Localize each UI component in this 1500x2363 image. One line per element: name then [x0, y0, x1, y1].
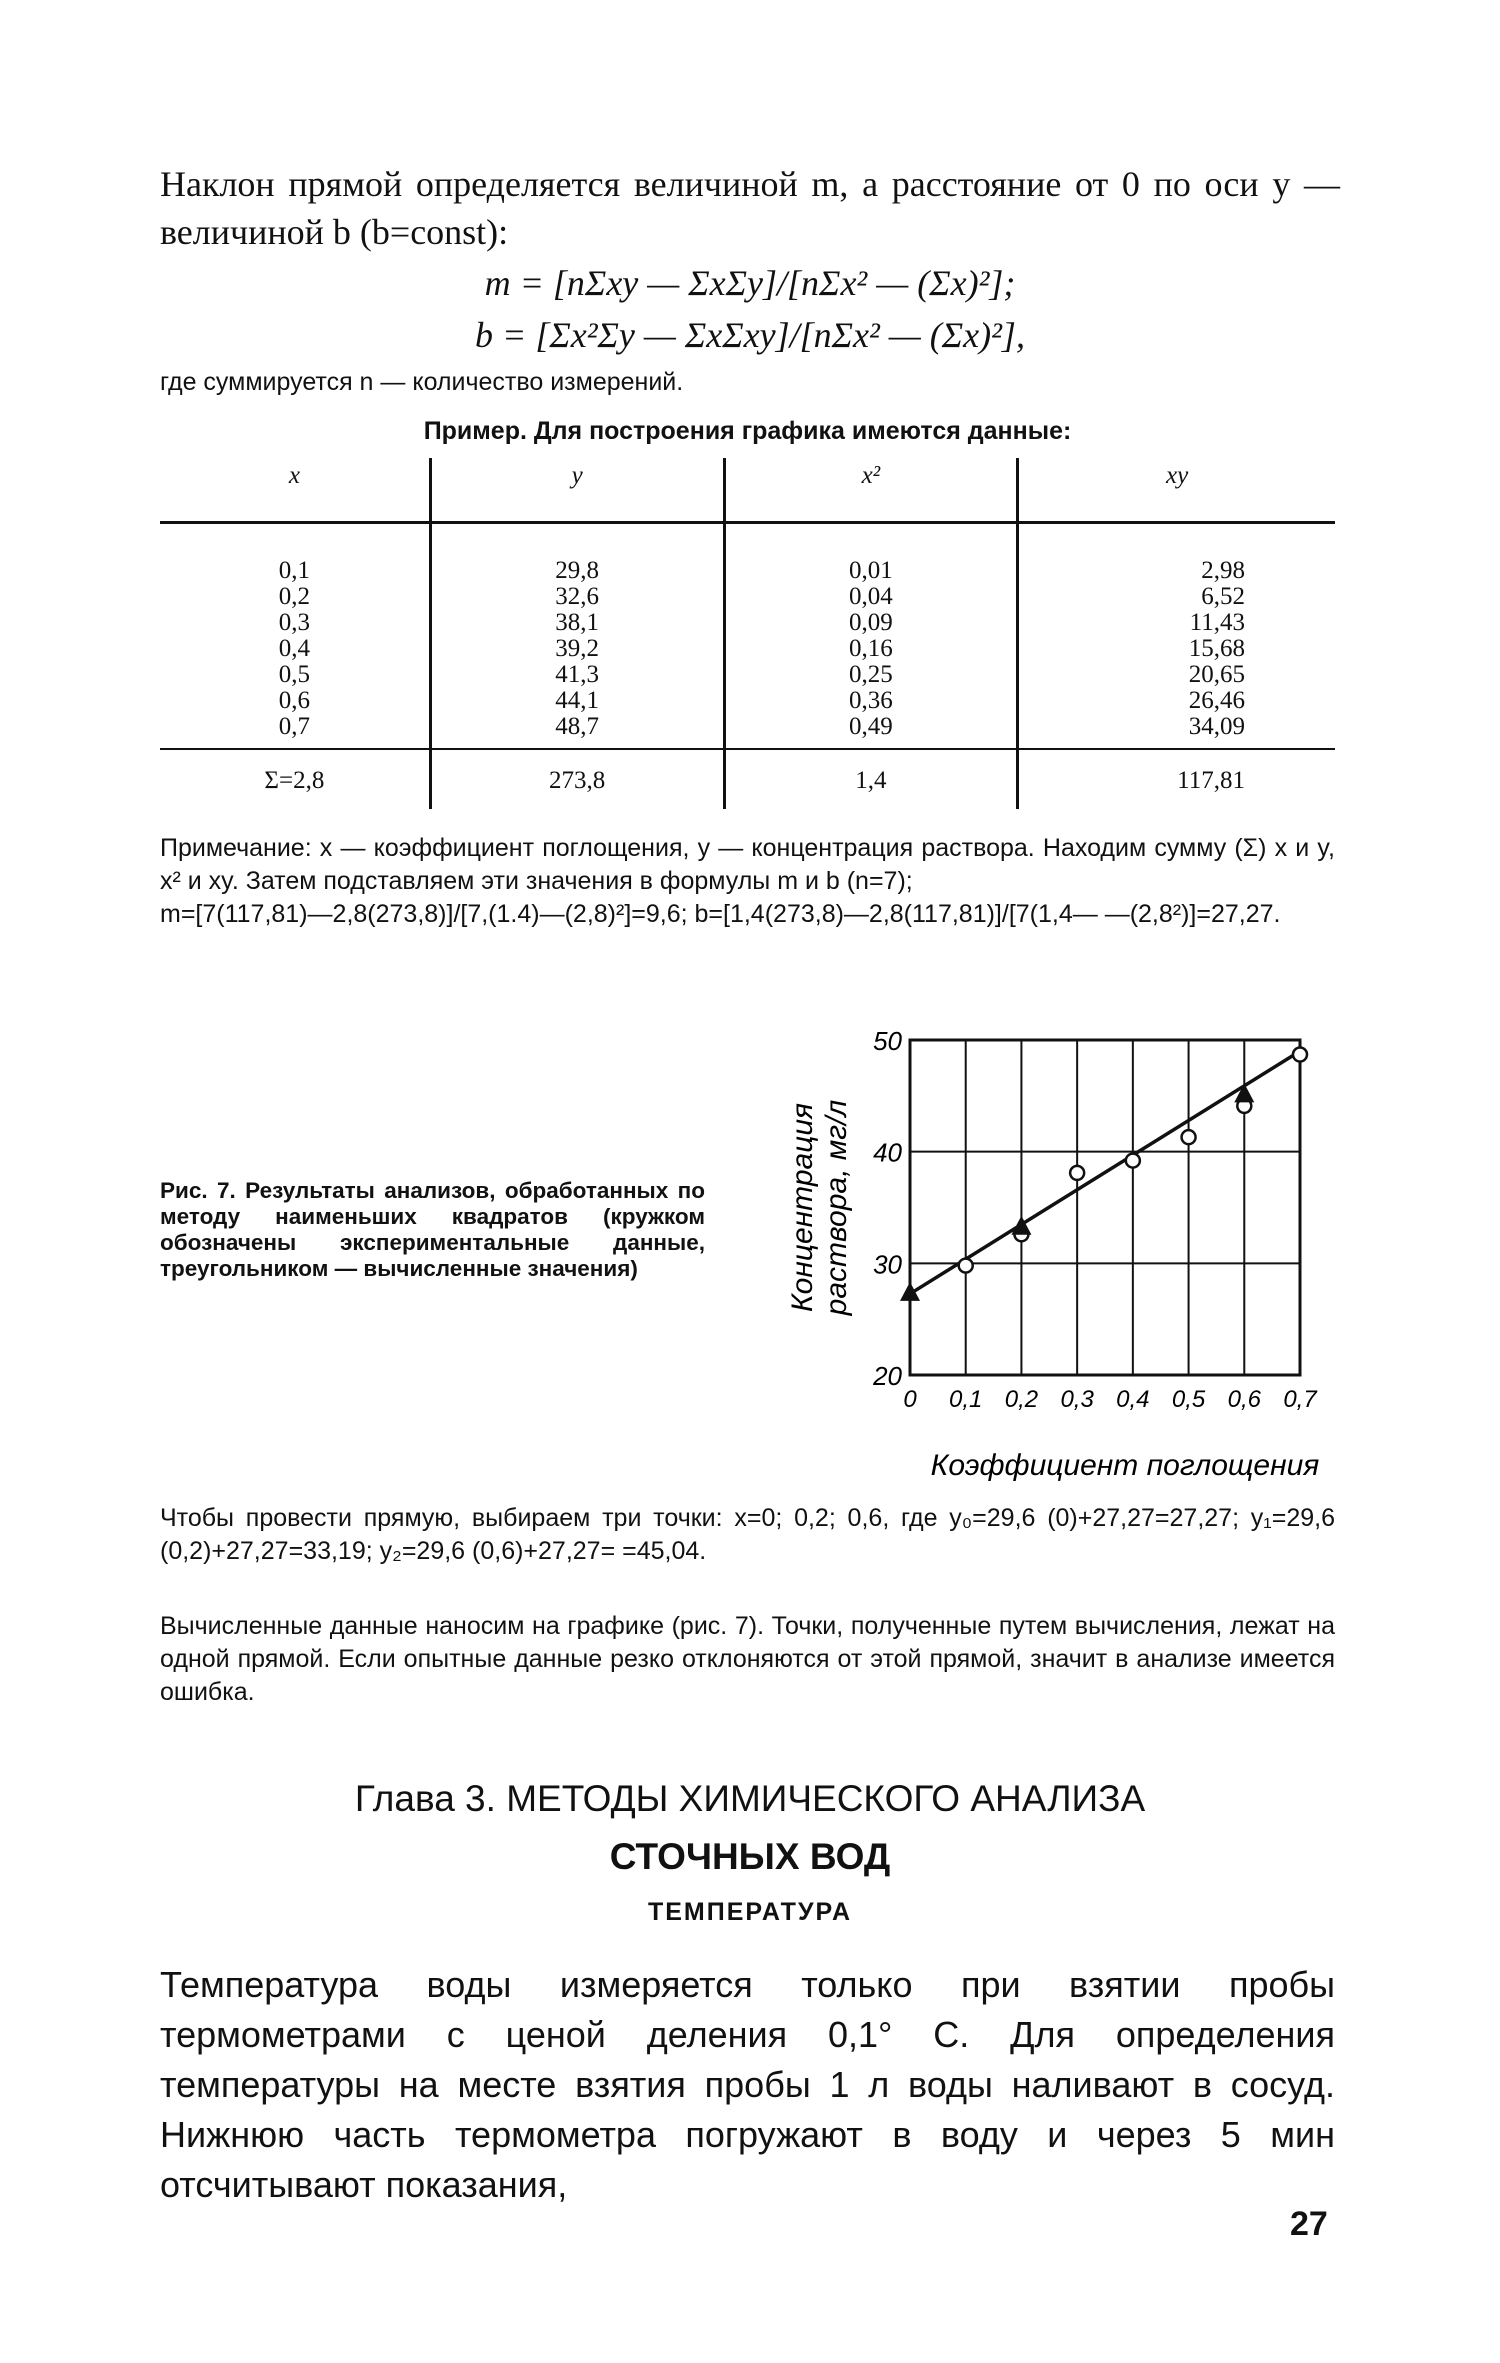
column-x-values: 0,1 0,2 0,3 0,4 0,5 0,6 0,7 [160, 523, 430, 750]
col-header-y: y [430, 458, 724, 523]
x-tick-label: 0,4 [1116, 1386, 1150, 1413]
data-point-experimental [1182, 1130, 1196, 1144]
col-header-xy: xy [1018, 458, 1335, 523]
formula-m: m = [nΣxy — ΣxΣy]/[nΣx² — (Σx)²]; [484, 263, 1016, 303]
column-x2-values: 0,01 0,04 0,09 0,16 0,25 0,36 0,49 [724, 523, 1018, 750]
table-body-row [160, 523, 1335, 750]
x-tick-label: 0,2 [1004, 1386, 1039, 1413]
sum-y: 273,8 [430, 749, 724, 809]
y-tick-label: 20 [873, 1361, 902, 1391]
sum-x2: 1,4 [724, 749, 1018, 809]
column-y-values: 29,8 32,6 38,1 39,2 41,3 44,1 48,7 [430, 523, 724, 750]
data-table [160, 458, 1335, 809]
data-point-experimental [959, 1259, 973, 1273]
paragraph-three-points: Чтобы провести прямую, выбираем три точки: x=0; 0,2; 0,6, где y₀=29,6 (0)+27,27=27,27; y₁=29,6 (0,2)+27,27=33,19; y₂=29,6 (0,6)+27,27= =45,04. [160, 1504, 1335, 1565]
data-point-calculated [1234, 1083, 1254, 1102]
y-tick-label: 30 [873, 1249, 902, 1280]
data-point-experimental [1070, 1166, 1084, 1180]
page-number: 27 [1290, 2205, 1328, 2243]
data-point-experimental [1126, 1154, 1140, 1168]
sum-xy: 117,81 [1018, 749, 1335, 809]
paragraph-conclusion: Вычисленные данные наносим на графике (рис. 7). Точки, полученные путем вычисления, лежат на одной прямой. Если опытные данные резко отклоняются от этой прямой, значит в анализе имеется ошибка. [160, 1612, 1335, 1706]
paragraph-temperature: Температура воды измеряется только при взятии пробы термометрами с ценой деления 0,1° С. Для определения температуры на месте взятия пробы 1 л воды наливают в сосуд. Нижнюю часть термометра погружают в воду и через 5 мин отсчитывают показания, [160, 1964, 1335, 2205]
intro-paragraph: Наклон прямой определяется величиной m, а расстояние от 0 по оси y — величиной b (b=const): [160, 164, 1340, 252]
y-tick-label: 50 [873, 1030, 902, 1056]
x-tick-label: 0,5 [1171, 1386, 1206, 1413]
note-paragraph [160, 832, 1335, 931]
example-title: Пример. Для построения графика имеются данные: [423, 417, 1072, 445]
x-tick-label: 0 [903, 1386, 917, 1413]
col-header-x2: x² [724, 458, 1018, 523]
section-heading: ТЕМПЕРАТУРА [647, 1898, 853, 1926]
col-header-x: x [160, 458, 430, 523]
note-text: Примечание: x — коэффициент поглощения, y — концентрация раствора. Находим сумму (Σ) x и y, x² и xy. Затем подставляем эти значения в формулы m и b (n=7); [160, 834, 1335, 895]
x-tick-label: 0,7 [1283, 1386, 1317, 1413]
sum-x: Σ=2,8 [264, 767, 325, 794]
x-tick-label: 0,6 [1227, 1386, 1261, 1413]
formula-where: где суммируется n — количество измерений. [160, 368, 684, 396]
note-calc: m=[7(117,81)—2,8(273,8)]/[7,(1.4)—(2,8)²]=9,6; b=[1,4(273,8)—2,8(117,81)]/[7(1,4— —(2,8²)]=27,27. [160, 900, 1281, 928]
table-sum-row [160, 749, 1335, 809]
y-tick-label: 40 [873, 1137, 902, 1168]
y-axis-label: Концентрацияраствора, мг/л [786, 1099, 853, 1316]
x-axis-label: Коэффициент поглощения [930, 1449, 1320, 1482]
x-tick-label: 0,1 [949, 1386, 983, 1413]
column-xy-values: 2,98 6,52 11,43 15,68 20,65 26,46 34,09 [1018, 523, 1335, 750]
chapter-heading-line1: Глава 3. МЕТОДЫ ХИМИЧЕСКОГО АНАЛИЗА [354, 1778, 1146, 1819]
chapter-heading [0, 1770, 1500, 1886]
chapter-heading-line2: СТОЧНЫХ ВОД [609, 1836, 891, 1877]
fit-line [910, 1051, 1300, 1294]
x-tick-label: 0,3 [1060, 1386, 1094, 1413]
formula-b: b = [Σx²Σy — ΣxΣxy]/[nΣx² — (Σx)²], [475, 315, 1025, 355]
data-point-experimental [1293, 1048, 1307, 1062]
figure-caption: Рис. 7. Результаты анализов, обработанных по методу наименьших квадратов (кружком обозначены экспериментальные данные, треугольником — вычисленные значения) [160, 1178, 705, 1281]
figure-chart [760, 1030, 1320, 1520]
